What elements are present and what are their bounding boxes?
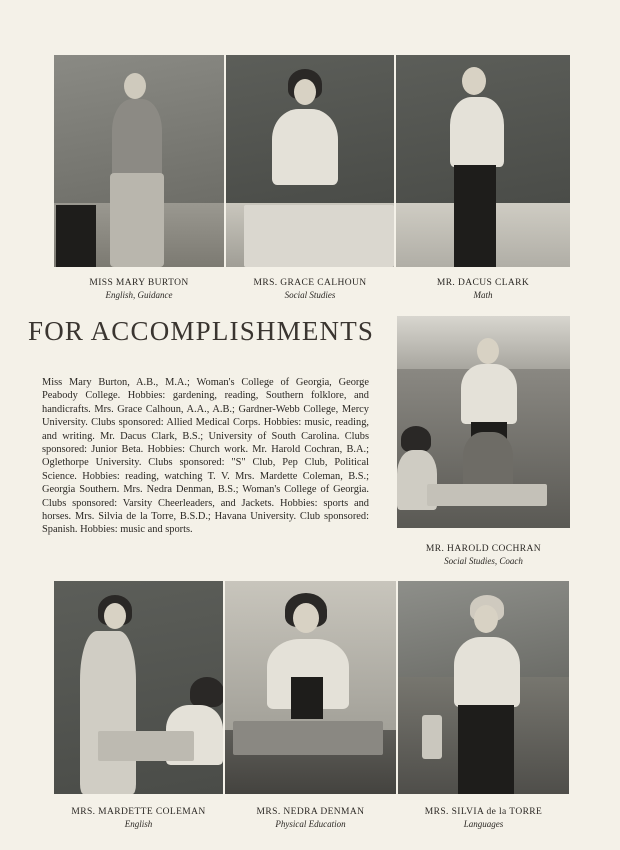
teacher-name: MR. DACUS CLARK <box>436 278 530 288</box>
teacher-subject: Social Studies, Coach <box>444 556 523 566</box>
caption-dacus-clark <box>396 278 570 300</box>
caption-harold-cochran <box>397 544 570 566</box>
faculty-biographies: Miss Mary Burton, A.B., M.A.; Woman's College of Georgia, George Peabody College. Hobbies: gardening, reading, Southern folklore, and handicrafts. Mrs. Grace Calhoun, A.A., A.B.; Gardner-Webb College, Mercy University. Clubs sponsored: Allied Medical Corps. Hobbies: music, reading, and writing. Mr. Dacus Clark, B.S.; University of South Carolina. Clubs sponsored: Junior Beta. Hobbies: Church work. Mr. Harold Cochran, B.A.; Oglethorpe University. Clubs sponsored: "S" Club, Pep Club, Political Science. Hobbies: reading, watching T. V. Mrs. Mardette Coleman, B.S.; Georgia Southern. Mrs. Nedra Denman, B.S.; Woman's College of Georgia. Clubs sponsored: Varsity Cheerleaders, and Jackets. Hobbies: sports and horses. Mrs. Silvia de la Torre, B.S.D.; Havana University. Club sponsored: Spanish. Hobbies: music and sports. <box>42 377 369 536</box>
photo-silvia-de-la-torre <box>398 581 569 794</box>
teacher-subject: English <box>124 819 153 829</box>
photo-mardette-coleman <box>54 581 223 794</box>
teacher-name: MRS. SILVIA de la TORRE <box>424 807 543 817</box>
teacher-subject: Physical Education <box>275 819 346 829</box>
teacher-name: MRS. MARDETTE COLEMAN <box>71 807 206 817</box>
caption-silvia-de-la-torre <box>398 807 569 829</box>
photo-mary-burton <box>54 55 224 267</box>
teacher-name: MR. HAROLD COCHRAN <box>425 544 542 554</box>
photo-dacus-clark <box>396 55 570 267</box>
page-heading: FOR ACCOMPLISHMENTS <box>28 316 375 346</box>
teacher-subject: Languages <box>463 819 504 829</box>
teacher-name: MISS MARY BURTON <box>89 278 189 288</box>
teacher-name: MRS. NEDRA DENMAN <box>256 807 365 817</box>
teacher-subject: Math <box>473 290 493 300</box>
photo-harold-cochran <box>397 316 570 528</box>
caption-grace-calhoun <box>226 278 394 300</box>
caption-mary-burton <box>54 278 224 300</box>
photo-grace-calhoun <box>226 55 394 267</box>
caption-nedra-denman <box>225 807 396 829</box>
teacher-subject: Social Studies <box>284 290 336 300</box>
photo-nedra-denman <box>225 581 396 794</box>
teacher-subject: English, Guidance <box>105 290 173 300</box>
teacher-name: MRS. GRACE CALHOUN <box>253 278 367 288</box>
caption-mardette-coleman <box>54 807 223 829</box>
